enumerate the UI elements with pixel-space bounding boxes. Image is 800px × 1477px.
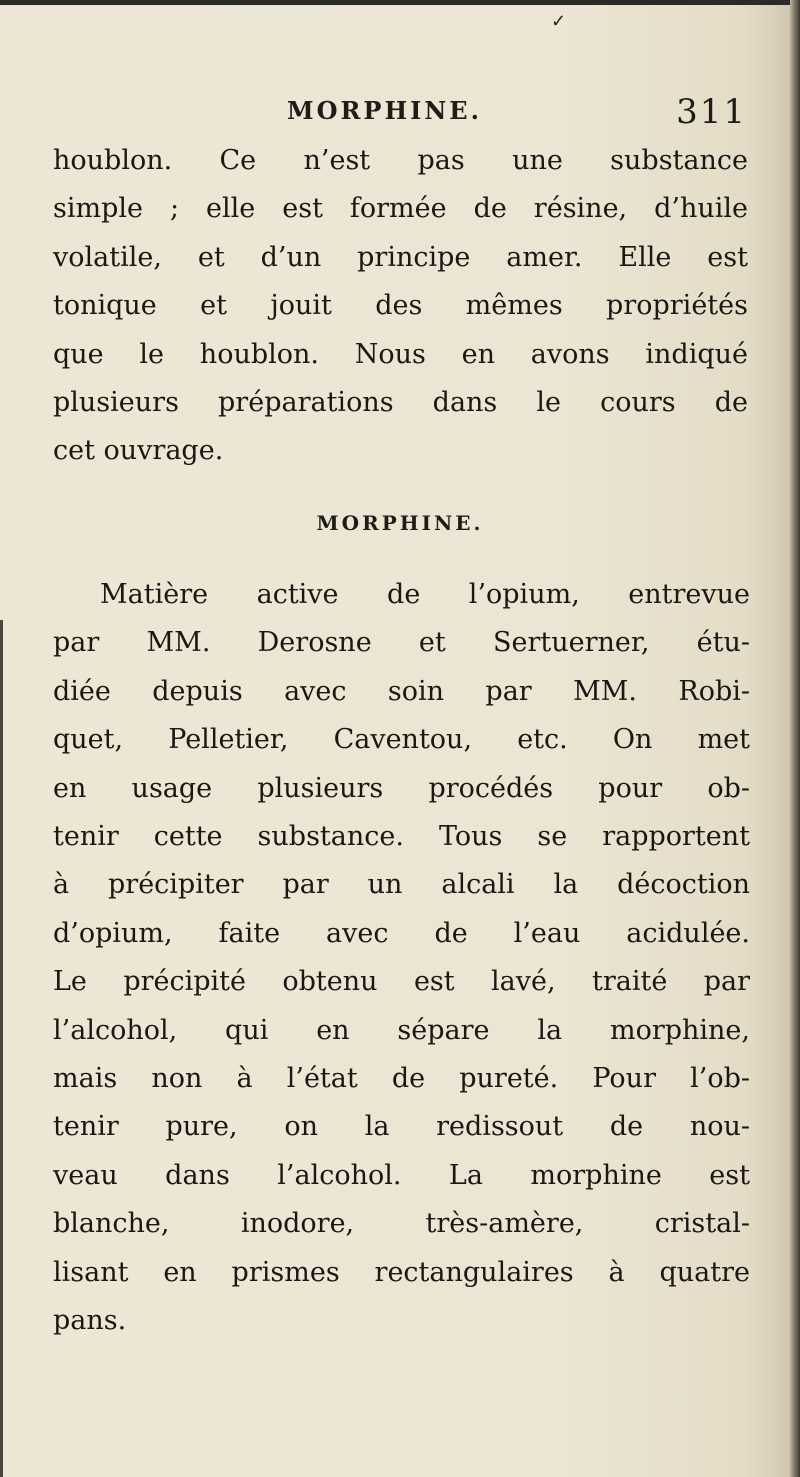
text-line: plusieurs préparations dans le cours de [53,387,748,419]
text-line: l’alcohol, qui en sépare la morphine, [53,1014,750,1046]
text-line: simple ; elle est formée de résine, d’huile [53,193,748,225]
text-line: lisant en prismes rectangulaires à quatre [53,1256,750,1288]
text-line: tonique et jouit des mêmes propriétés [53,290,748,322]
text-line: cet ouvrage. [53,435,224,467]
text-line: que le houblon. Nous en avons indiqué [53,338,748,370]
text-line: pans. [53,1305,127,1337]
text-line: par MM. Derosne et Sertuerner, étu- [53,627,750,659]
page-number: 311 [676,92,747,132]
text-line: veau dans l’alcohol. La morphine est [53,1159,750,1191]
text-line: diée depuis avec soin par MM. Robi- [53,675,750,707]
text-line: en usage plusieurs procédés pour ob- [53,772,750,804]
section-heading: MORPHINE. [316,511,484,535]
text-line: tenir cette substance. Tous se rapportent [53,821,750,853]
text-line: Matière active de l’opium, entrevue [100,579,750,610]
text-line: d’opium, faite avec de l’eau acidulée. [53,917,750,949]
running-head [287,92,747,132]
text-line: Le précipité obtenu est lavé, traité par [53,966,750,998]
text-line: à précipiter par un alcali la décoction [53,869,750,901]
left-page-edge [0,620,3,1477]
top-page-edge [0,0,800,5]
text-line: mais non à l’état de pureté. Pour l’ob- [53,1063,750,1095]
running-title: MORPHINE. [287,96,482,125]
text-line: volatile, et d’un principe amer. Elle est [53,241,748,273]
paragraph-houblon [53,137,748,476]
book-spine-edge [790,0,800,1477]
text-line: quet, Pelletier, Caventou, etc. On met [53,724,750,756]
text-line: blanche, inodore, très-amère, cristal- [53,1208,750,1240]
text-line: tenir pure, on la redissout de nou- [53,1111,750,1143]
ink-mark: ✓ [551,11,567,32]
paragraph-morphine [53,571,750,1346]
text-line: houblon. Ce n’est pas une substance [53,145,748,176]
